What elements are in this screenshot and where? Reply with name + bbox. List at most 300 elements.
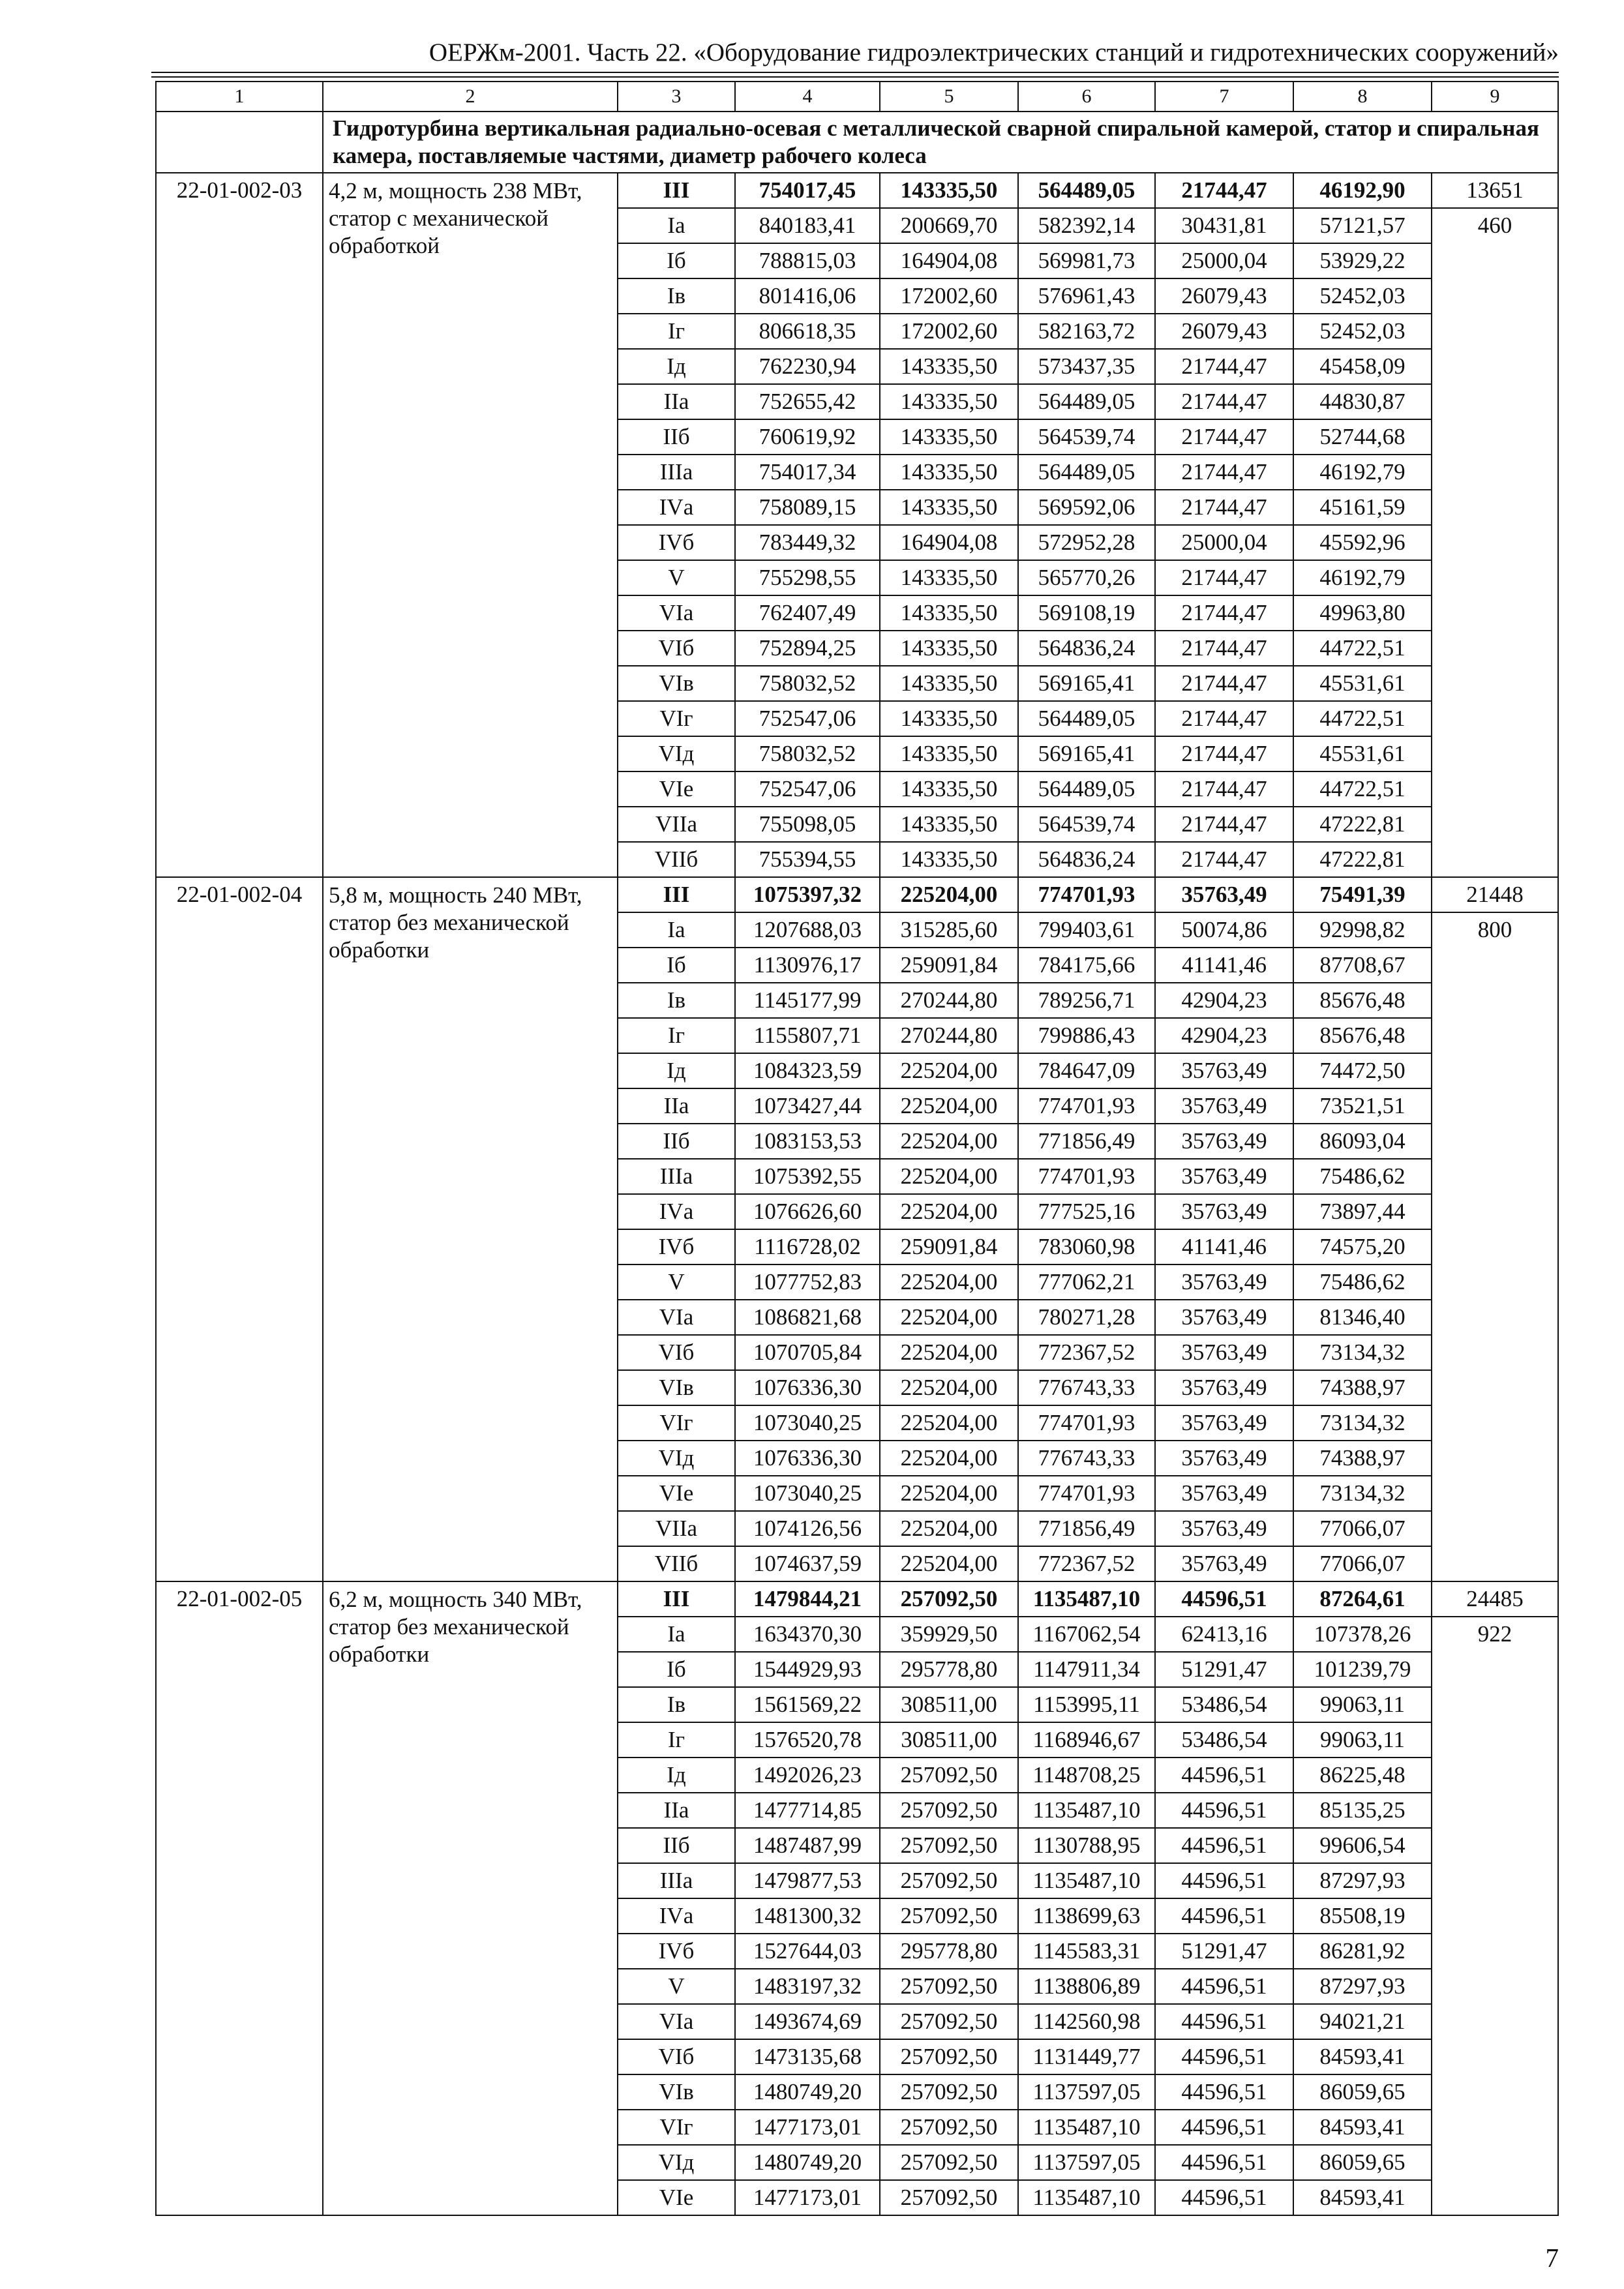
value-cell-c6: 564836,24 bbox=[1018, 631, 1155, 666]
value-cell-c7: 21744,47 bbox=[1155, 595, 1293, 631]
col9-value: 13651 bbox=[1432, 173, 1558, 208]
value-cell-c7: 35763,49 bbox=[1155, 1159, 1293, 1194]
value-cell-c5: 143335,50 bbox=[880, 807, 1018, 842]
zone-cell: VIIб bbox=[618, 842, 735, 877]
value-cell-c5: 257092,50 bbox=[880, 2180, 1018, 2215]
value-cell-c8: 101239,79 bbox=[1293, 1652, 1432, 1687]
item-code: 22-01-002-04 bbox=[156, 877, 323, 1581]
value-cell-c5: 295778,80 bbox=[880, 1652, 1018, 1687]
value-cell-c4: 758032,52 bbox=[735, 666, 880, 701]
value-cell-c6: 772367,52 bbox=[1018, 1546, 1155, 1581]
value-cell-c5: 143335,50 bbox=[880, 842, 1018, 877]
value-cell-c5: 257092,50 bbox=[880, 1758, 1018, 1793]
column-number: 8 bbox=[1293, 82, 1432, 112]
value-cell-c7: 44596,51 bbox=[1155, 1581, 1293, 1617]
value-cell-c8: 45592,96 bbox=[1293, 525, 1432, 560]
value-cell-c6: 1131449,77 bbox=[1018, 2039, 1155, 2074]
value-cell-c6: 1135487,10 bbox=[1018, 1581, 1155, 1617]
value-cell-c8: 99063,11 bbox=[1293, 1722, 1432, 1758]
value-cell-c6: 1147911,34 bbox=[1018, 1652, 1155, 1687]
value-cell-c5: 257092,50 bbox=[880, 2074, 1018, 2110]
zone-cell: IVа bbox=[618, 1898, 735, 1934]
zone-cell: VIа bbox=[618, 1300, 735, 1335]
value-cell-c7: 26079,43 bbox=[1155, 278, 1293, 314]
value-cell-c8: 92998,82 bbox=[1293, 912, 1432, 948]
value-cell-c4: 1076336,30 bbox=[735, 1370, 880, 1405]
zone-cell: IIб bbox=[618, 1828, 735, 1863]
col9-value: 800 bbox=[1432, 912, 1558, 1581]
table-row bbox=[156, 877, 1558, 912]
value-cell-c6: 572952,28 bbox=[1018, 525, 1155, 560]
value-cell-c7: 35763,49 bbox=[1155, 1194, 1293, 1229]
value-cell-c6: 564539,74 bbox=[1018, 419, 1155, 455]
value-cell-c8: 52452,03 bbox=[1293, 314, 1432, 349]
value-cell-c5: 172002,60 bbox=[880, 314, 1018, 349]
value-cell-c6: 1135487,10 bbox=[1018, 1793, 1155, 1828]
zone-cell: Iа bbox=[618, 912, 735, 948]
value-cell-c7: 51291,47 bbox=[1155, 1652, 1293, 1687]
value-cell-c4: 1076626,60 bbox=[735, 1194, 880, 1229]
value-cell-c5: 172002,60 bbox=[880, 278, 1018, 314]
value-cell-c6: 776743,33 bbox=[1018, 1441, 1155, 1476]
value-cell-c6: 1137597,05 bbox=[1018, 2074, 1155, 2110]
value-cell-c5: 270244,80 bbox=[880, 1018, 1018, 1053]
value-cell-c4: 1075392,55 bbox=[735, 1159, 880, 1194]
item-code: 22-01-002-05 bbox=[156, 1581, 323, 2215]
value-cell-c8: 107378,26 bbox=[1293, 1617, 1432, 1652]
value-cell-c6: 565770,26 bbox=[1018, 560, 1155, 595]
value-cell-c8: 74472,50 bbox=[1293, 1053, 1432, 1088]
value-cell-c5: 259091,84 bbox=[880, 948, 1018, 983]
value-cell-c8: 86059,65 bbox=[1293, 2074, 1432, 2110]
value-cell-c5: 143335,50 bbox=[880, 631, 1018, 666]
value-cell-c8: 52744,68 bbox=[1293, 419, 1432, 455]
zone-cell: VIIа bbox=[618, 807, 735, 842]
value-cell-c5: 257092,50 bbox=[880, 1863, 1018, 1898]
value-cell-c4: 754017,34 bbox=[735, 455, 880, 490]
item-description: 4,2 м, мощность 238 МВт, статор с механической обработкой bbox=[323, 173, 618, 877]
value-cell-c7: 21744,47 bbox=[1155, 807, 1293, 842]
value-cell-c8: 44830,87 bbox=[1293, 384, 1432, 419]
value-cell-c6: 576961,43 bbox=[1018, 278, 1155, 314]
value-cell-c4: 1492026,23 bbox=[735, 1758, 880, 1793]
value-cell-c4: 1480749,20 bbox=[735, 2074, 880, 2110]
value-cell-c6: 569165,41 bbox=[1018, 736, 1155, 771]
value-cell-c5: 164904,08 bbox=[880, 243, 1018, 278]
value-cell-c8: 86225,48 bbox=[1293, 1758, 1432, 1793]
value-cell-c7: 44596,51 bbox=[1155, 2180, 1293, 2215]
value-cell-c7: 35763,49 bbox=[1155, 1124, 1293, 1159]
value-cell-c6: 780271,28 bbox=[1018, 1300, 1155, 1335]
value-cell-c8: 81346,40 bbox=[1293, 1300, 1432, 1335]
zone-cell: IVб bbox=[618, 1229, 735, 1264]
value-cell-c7: 35763,49 bbox=[1155, 1088, 1293, 1124]
value-cell-c4: 754017,45 bbox=[735, 173, 880, 208]
value-cell-c6: 777062,21 bbox=[1018, 1264, 1155, 1300]
zone-cell: IVб bbox=[618, 1934, 735, 1969]
value-cell-c7: 44596,51 bbox=[1155, 2074, 1293, 2110]
value-cell-c4: 755298,55 bbox=[735, 560, 880, 595]
zone-cell: Iб bbox=[618, 948, 735, 983]
value-cell-c4: 1634370,30 bbox=[735, 1617, 880, 1652]
value-cell-c6: 1153995,11 bbox=[1018, 1687, 1155, 1722]
value-cell-c7: 21744,47 bbox=[1155, 631, 1293, 666]
value-cell-c6: 582392,14 bbox=[1018, 208, 1155, 243]
value-cell-c7: 42904,23 bbox=[1155, 1018, 1293, 1053]
value-cell-c7: 21744,47 bbox=[1155, 349, 1293, 384]
value-cell-c4: 1145177,99 bbox=[735, 983, 880, 1018]
zone-cell: III bbox=[618, 173, 735, 208]
value-cell-c8: 84593,41 bbox=[1293, 2110, 1432, 2145]
value-cell-c5: 143335,50 bbox=[880, 666, 1018, 701]
value-cell-c6: 1137597,05 bbox=[1018, 2145, 1155, 2180]
value-cell-c7: 21744,47 bbox=[1155, 701, 1293, 736]
value-cell-c8: 45531,61 bbox=[1293, 666, 1432, 701]
value-cell-c4: 755098,05 bbox=[735, 807, 880, 842]
value-cell-c5: 225204,00 bbox=[880, 877, 1018, 912]
value-cell-c8: 87297,93 bbox=[1293, 1969, 1432, 2004]
value-cell-c4: 1483197,32 bbox=[735, 1969, 880, 2004]
value-cell-c7: 35763,49 bbox=[1155, 1441, 1293, 1476]
value-cell-c5: 225204,00 bbox=[880, 1053, 1018, 1088]
value-cell-c6: 774701,93 bbox=[1018, 1405, 1155, 1441]
zone-cell: IIIа bbox=[618, 1863, 735, 1898]
value-cell-c8: 87264,61 bbox=[1293, 1581, 1432, 1617]
column-number: 9 bbox=[1432, 82, 1558, 112]
value-cell-c5: 259091,84 bbox=[880, 1229, 1018, 1264]
value-cell-c5: 225204,00 bbox=[880, 1300, 1018, 1335]
value-cell-c8: 77066,07 bbox=[1293, 1511, 1432, 1546]
zone-cell: IIа bbox=[618, 1088, 735, 1124]
section-header-row bbox=[156, 112, 1558, 173]
value-cell-c8: 85508,19 bbox=[1293, 1898, 1432, 1934]
value-cell-c7: 21744,47 bbox=[1155, 173, 1293, 208]
value-cell-c5: 225204,00 bbox=[880, 1511, 1018, 1546]
value-cell-c6: 564489,05 bbox=[1018, 771, 1155, 807]
value-cell-c6: 789256,71 bbox=[1018, 983, 1155, 1018]
price-table bbox=[155, 81, 1559, 2216]
zone-cell: IIа bbox=[618, 384, 735, 419]
value-cell-c4: 1084323,59 bbox=[735, 1053, 880, 1088]
value-cell-c6: 771856,49 bbox=[1018, 1511, 1155, 1546]
value-cell-c6: 771856,49 bbox=[1018, 1124, 1155, 1159]
value-cell-c7: 44596,51 bbox=[1155, 1828, 1293, 1863]
value-cell-c6: 783060,98 bbox=[1018, 1229, 1155, 1264]
value-cell-c8: 47222,81 bbox=[1293, 842, 1432, 877]
item-description: 5,8 м, мощность 240 МВт, статор без механической обработки bbox=[323, 877, 618, 1581]
zone-cell: VIд bbox=[618, 736, 735, 771]
value-cell-c5: 270244,80 bbox=[880, 983, 1018, 1018]
value-cell-c7: 53486,54 bbox=[1155, 1687, 1293, 1722]
value-cell-c6: 1135487,10 bbox=[1018, 2180, 1155, 2215]
value-cell-c5: 225204,00 bbox=[880, 1405, 1018, 1441]
value-cell-c4: 758089,15 bbox=[735, 490, 880, 525]
value-cell-c6: 1138699,63 bbox=[1018, 1898, 1155, 1934]
value-cell-c8: 99606,54 bbox=[1293, 1828, 1432, 1863]
value-cell-c8: 52452,03 bbox=[1293, 278, 1432, 314]
value-cell-c6: 774701,93 bbox=[1018, 1088, 1155, 1124]
value-cell-c5: 143335,50 bbox=[880, 736, 1018, 771]
value-cell-c8: 87708,67 bbox=[1293, 948, 1432, 983]
value-cell-c7: 42904,23 bbox=[1155, 983, 1293, 1018]
value-cell-c6: 776743,33 bbox=[1018, 1370, 1155, 1405]
value-cell-c5: 257092,50 bbox=[880, 2004, 1018, 2039]
value-cell-c4: 1479844,21 bbox=[735, 1581, 880, 1617]
value-cell-c6: 1142560,98 bbox=[1018, 2004, 1155, 2039]
value-cell-c5: 164904,08 bbox=[880, 525, 1018, 560]
column-number: 3 bbox=[618, 82, 735, 112]
value-cell-c5: 257092,50 bbox=[880, 1828, 1018, 1863]
column-number: 1 bbox=[156, 82, 323, 112]
value-cell-c4: 1083153,53 bbox=[735, 1124, 880, 1159]
value-cell-c4: 783449,32 bbox=[735, 525, 880, 560]
value-cell-c5: 308511,00 bbox=[880, 1687, 1018, 1722]
zone-cell: Iд bbox=[618, 1053, 735, 1088]
value-cell-c4: 1481300,32 bbox=[735, 1898, 880, 1934]
value-cell-c7: 21744,47 bbox=[1155, 384, 1293, 419]
value-cell-c4: 1576520,78 bbox=[735, 1722, 880, 1758]
header-rule-double bbox=[151, 76, 1559, 78]
value-cell-c8: 46192,79 bbox=[1293, 455, 1432, 490]
value-cell-c8: 84593,41 bbox=[1293, 2039, 1432, 2074]
zone-cell: VIа bbox=[618, 2004, 735, 2039]
header-rule bbox=[151, 72, 1559, 73]
value-cell-c7: 44596,51 bbox=[1155, 2110, 1293, 2145]
value-cell-c5: 257092,50 bbox=[880, 1898, 1018, 1934]
value-cell-c4: 1544929,93 bbox=[735, 1652, 880, 1687]
zone-cell: VIе bbox=[618, 2180, 735, 2215]
value-cell-c6: 564489,05 bbox=[1018, 173, 1155, 208]
value-cell-c5: 143335,50 bbox=[880, 595, 1018, 631]
value-cell-c8: 86059,65 bbox=[1293, 2145, 1432, 2180]
value-cell-c4: 760619,92 bbox=[735, 419, 880, 455]
value-cell-c8: 75486,62 bbox=[1293, 1159, 1432, 1194]
value-cell-c4: 755394,55 bbox=[735, 842, 880, 877]
value-cell-c4: 1070705,84 bbox=[735, 1335, 880, 1370]
value-cell-c4: 1077752,83 bbox=[735, 1264, 880, 1300]
value-cell-c7: 35763,49 bbox=[1155, 877, 1293, 912]
value-cell-c5: 225204,00 bbox=[880, 1088, 1018, 1124]
column-number: 2 bbox=[323, 82, 618, 112]
value-cell-c6: 564489,05 bbox=[1018, 455, 1155, 490]
value-cell-c4: 1073040,25 bbox=[735, 1405, 880, 1441]
value-cell-c6: 1135487,10 bbox=[1018, 1863, 1155, 1898]
value-cell-c8: 86093,04 bbox=[1293, 1124, 1432, 1159]
zone-cell: VIа bbox=[618, 595, 735, 631]
zone-cell: VIд bbox=[618, 2145, 735, 2180]
value-cell-c8: 45161,59 bbox=[1293, 490, 1432, 525]
value-cell-c4: 1487487,99 bbox=[735, 1828, 880, 1863]
value-cell-c5: 225204,00 bbox=[880, 1335, 1018, 1370]
zone-cell: VIIб bbox=[618, 1546, 735, 1581]
value-cell-c5: 225204,00 bbox=[880, 1159, 1018, 1194]
value-cell-c7: 44596,51 bbox=[1155, 1898, 1293, 1934]
value-cell-c7: 35763,49 bbox=[1155, 1335, 1293, 1370]
value-cell-c7: 35763,49 bbox=[1155, 1405, 1293, 1441]
column-number: 4 bbox=[735, 82, 880, 112]
value-cell-c7: 35763,49 bbox=[1155, 1370, 1293, 1405]
value-cell-c8: 45531,61 bbox=[1293, 736, 1432, 771]
column-number: 7 bbox=[1155, 82, 1293, 112]
value-cell-c8: 87297,93 bbox=[1293, 1863, 1432, 1898]
value-cell-c4: 1086821,68 bbox=[735, 1300, 880, 1335]
value-cell-c7: 35763,49 bbox=[1155, 1511, 1293, 1546]
value-cell-c6: 774701,93 bbox=[1018, 1476, 1155, 1511]
value-cell-c6: 799886,43 bbox=[1018, 1018, 1155, 1053]
value-cell-c6: 1130788,95 bbox=[1018, 1828, 1155, 1863]
value-cell-c5: 143335,50 bbox=[880, 173, 1018, 208]
value-cell-c8: 85676,48 bbox=[1293, 983, 1432, 1018]
zone-cell: IIб bbox=[618, 1124, 735, 1159]
value-cell-c6: 569108,19 bbox=[1018, 595, 1155, 631]
value-cell-c8: 99063,11 bbox=[1293, 1687, 1432, 1722]
zone-cell: III bbox=[618, 1581, 735, 1617]
value-cell-c7: 44596,51 bbox=[1155, 1969, 1293, 2004]
value-cell-c4: 1075397,32 bbox=[735, 877, 880, 912]
value-cell-c5: 257092,50 bbox=[880, 1969, 1018, 2004]
value-cell-c4: 1477173,01 bbox=[735, 2180, 880, 2215]
value-cell-c5: 308511,00 bbox=[880, 1722, 1018, 1758]
value-cell-c8: 85135,25 bbox=[1293, 1793, 1432, 1828]
zone-cell: IVб bbox=[618, 525, 735, 560]
value-cell-c4: 788815,03 bbox=[735, 243, 880, 278]
value-cell-c8: 86281,92 bbox=[1293, 1934, 1432, 1969]
table-body bbox=[156, 82, 1558, 2215]
value-cell-c7: 26079,43 bbox=[1155, 314, 1293, 349]
zone-cell: VIг bbox=[618, 2110, 735, 2145]
value-cell-c4: 840183,41 bbox=[735, 208, 880, 243]
zone-cell: Iб bbox=[618, 243, 735, 278]
value-cell-c7: 21744,47 bbox=[1155, 736, 1293, 771]
page-header: ОЕРЖм-2001. Часть 22. «Оборудование гидроэлектрических станций и гидротехнических сооружений» bbox=[429, 38, 1559, 67]
value-cell-c4: 752894,25 bbox=[735, 631, 880, 666]
value-cell-c4: 1155807,71 bbox=[735, 1018, 880, 1053]
zone-cell: Iв bbox=[618, 983, 735, 1018]
value-cell-c5: 143335,50 bbox=[880, 490, 1018, 525]
col9-value: 21448 bbox=[1432, 877, 1558, 912]
value-cell-c4: 752655,42 bbox=[735, 384, 880, 419]
value-cell-c8: 73134,32 bbox=[1293, 1476, 1432, 1511]
zone-cell: Iг bbox=[618, 314, 735, 349]
value-cell-c4: 762407,49 bbox=[735, 595, 880, 631]
value-cell-c8: 44722,51 bbox=[1293, 631, 1432, 666]
value-cell-c8: 73897,44 bbox=[1293, 1194, 1432, 1229]
value-cell-c8: 85676,48 bbox=[1293, 1018, 1432, 1053]
item-description: 6,2 м, мощность 340 МВт, статор без механической обработки bbox=[323, 1581, 618, 2215]
value-cell-c4: 758032,52 bbox=[735, 736, 880, 771]
section-title: Гидротурбина вертикальная радиально-осевая с металлической сварной спиральной камерой, статор и спиральная камера, поставляемые частями, диаметр рабочего колеса bbox=[323, 112, 1558, 173]
value-cell-c7: 41141,46 bbox=[1155, 948, 1293, 983]
value-cell-c4: 752547,06 bbox=[735, 701, 880, 736]
value-cell-c7: 25000,04 bbox=[1155, 525, 1293, 560]
value-cell-c5: 225204,00 bbox=[880, 1546, 1018, 1581]
value-cell-c7: 53486,54 bbox=[1155, 1722, 1293, 1758]
value-cell-c8: 46192,90 bbox=[1293, 173, 1432, 208]
value-cell-c8: 47222,81 bbox=[1293, 807, 1432, 842]
zone-cell: IVа bbox=[618, 490, 735, 525]
value-cell-c4: 1480749,20 bbox=[735, 2145, 880, 2180]
value-cell-c6: 573437,35 bbox=[1018, 349, 1155, 384]
value-cell-c8: 53929,22 bbox=[1293, 243, 1432, 278]
value-cell-c7: 30431,81 bbox=[1155, 208, 1293, 243]
zone-cell: IIб bbox=[618, 419, 735, 455]
value-cell-c4: 1207688,03 bbox=[735, 912, 880, 948]
value-cell-c8: 49963,80 bbox=[1293, 595, 1432, 631]
value-cell-c6: 1138806,89 bbox=[1018, 1969, 1155, 2004]
zone-cell: III bbox=[618, 877, 735, 912]
value-cell-c5: 225204,00 bbox=[880, 1194, 1018, 1229]
zone-cell: IVа bbox=[618, 1194, 735, 1229]
value-cell-c5: 257092,50 bbox=[880, 2039, 1018, 2074]
value-cell-c6: 564539,74 bbox=[1018, 807, 1155, 842]
value-cell-c6: 799403,61 bbox=[1018, 912, 1155, 948]
value-cell-c4: 1527644,03 bbox=[735, 1934, 880, 1969]
zone-cell: VIг bbox=[618, 1405, 735, 1441]
value-cell-c5: 359929,50 bbox=[880, 1617, 1018, 1652]
value-cell-c5: 295778,80 bbox=[880, 1934, 1018, 1969]
value-cell-c6: 784647,09 bbox=[1018, 1053, 1155, 1088]
value-cell-c7: 41141,46 bbox=[1155, 1229, 1293, 1264]
value-cell-c4: 1130976,17 bbox=[735, 948, 880, 983]
value-cell-c8: 45458,09 bbox=[1293, 349, 1432, 384]
value-cell-c6: 772367,52 bbox=[1018, 1335, 1155, 1370]
value-cell-c6: 774701,93 bbox=[1018, 877, 1155, 912]
value-cell-c5: 257092,50 bbox=[880, 2145, 1018, 2180]
value-cell-c4: 1477173,01 bbox=[735, 2110, 880, 2145]
value-cell-c4: 1493674,69 bbox=[735, 2004, 880, 2039]
value-cell-c8: 77066,07 bbox=[1293, 1546, 1432, 1581]
value-cell-c4: 1073040,25 bbox=[735, 1476, 880, 1511]
column-number: 6 bbox=[1018, 82, 1155, 112]
zone-cell: Iг bbox=[618, 1018, 735, 1053]
value-cell-c5: 143335,50 bbox=[880, 419, 1018, 455]
value-cell-c7: 44596,51 bbox=[1155, 1758, 1293, 1793]
zone-cell: Iг bbox=[618, 1722, 735, 1758]
zone-cell: VIIа bbox=[618, 1511, 735, 1546]
zone-cell: VIе bbox=[618, 771, 735, 807]
zone-cell: VIб bbox=[618, 1335, 735, 1370]
column-number-row bbox=[156, 82, 1558, 112]
col9-value: 460 bbox=[1432, 208, 1558, 877]
value-cell-c6: 1168946,67 bbox=[1018, 1722, 1155, 1758]
value-cell-c4: 1074126,56 bbox=[735, 1511, 880, 1546]
value-cell-c4: 1073427,44 bbox=[735, 1088, 880, 1124]
zone-cell: Iа bbox=[618, 1617, 735, 1652]
value-cell-c8: 84593,41 bbox=[1293, 2180, 1432, 2215]
value-cell-c6: 569592,06 bbox=[1018, 490, 1155, 525]
value-cell-c7: 62413,16 bbox=[1155, 1617, 1293, 1652]
value-cell-c5: 257092,50 bbox=[880, 1793, 1018, 1828]
value-cell-c6: 582163,72 bbox=[1018, 314, 1155, 349]
value-cell-c4: 1477714,85 bbox=[735, 1793, 880, 1828]
value-cell-c6: 1145583,31 bbox=[1018, 1934, 1155, 1969]
value-cell-c7: 35763,49 bbox=[1155, 1476, 1293, 1511]
value-cell-c5: 143335,50 bbox=[880, 384, 1018, 419]
value-cell-c7: 21744,47 bbox=[1155, 666, 1293, 701]
col9-value: 922 bbox=[1432, 1617, 1558, 2215]
value-cell-c8: 74388,97 bbox=[1293, 1441, 1432, 1476]
value-cell-c7: 44596,51 bbox=[1155, 1863, 1293, 1898]
value-cell-c7: 21744,47 bbox=[1155, 419, 1293, 455]
value-cell-c4: 1561569,22 bbox=[735, 1687, 880, 1722]
value-cell-c6: 564489,05 bbox=[1018, 701, 1155, 736]
zone-cell: Iв bbox=[618, 1687, 735, 1722]
value-cell-c5: 225204,00 bbox=[880, 1124, 1018, 1159]
zone-cell: Iа bbox=[618, 208, 735, 243]
value-cell-c5: 257092,50 bbox=[880, 1581, 1018, 1617]
page-number: 7 bbox=[1545, 2243, 1559, 2273]
value-cell-c7: 35763,49 bbox=[1155, 1300, 1293, 1335]
